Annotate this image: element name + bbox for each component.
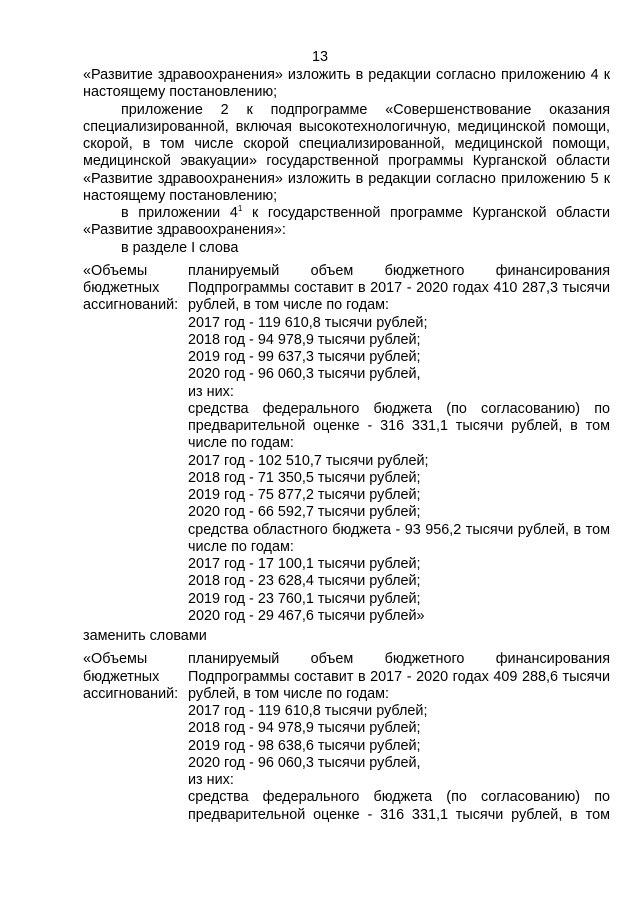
paragraph-intro-1: «Развитие здравоохранения» изложить в редакции согласно приложению 4 к настоящему постановлению;	[83, 67, 610, 101]
paragraph-intro-3	[83, 205, 610, 240]
budget-block-old-content	[188, 263, 610, 625]
label-line: «Объемы	[83, 651, 148, 668]
year-line: 2019 год - 99 637,3 тысячи рублей;	[188, 349, 421, 365]
intro-3-text-b: к государственной программе Курганской области «Развитие здравоохранения»:	[83, 205, 610, 239]
label-line: «Объемы	[83, 262, 148, 279]
of-them-label: из них:	[188, 383, 234, 400]
year-line: 2017 год - 119 610,8 тысячи рублей;	[188, 703, 428, 719]
year-line: 2018 год - 94 978,9 тысячи рублей;	[188, 720, 421, 737]
year-line: 2020 год - 96 060,3 тысячи рублей,	[188, 366, 421, 383]
year-line: 2018 год - 23 628,4 тысячи рублей;	[188, 573, 421, 590]
funding-summary: планируемый объем бюджетного финансирования Подпрограммы составит в 2017 - 2020 годах 409 288,6 тысячи рублей, в том числе по годам:	[188, 651, 610, 702]
label-line: бюджетных	[83, 280, 160, 296]
document-body	[83, 67, 610, 824]
year-line: 2019 год - 75 877,2 тысячи рублей;	[188, 487, 421, 503]
regional-budget-summary: средства областного бюджета - 93 956,2 тысячи рублей, в том числе по годам:	[188, 521, 610, 555]
year-line: 2018 год - 71 350,5 тысячи рублей;	[188, 469, 421, 486]
intro-3-text-a: в приложении 4	[121, 205, 238, 221]
year-line: 2020 год - 29 467,6 тысячи рублей»	[188, 607, 425, 624]
intro-3-superscript: 1	[237, 204, 243, 213]
label-line: бюджетных	[83, 668, 160, 685]
label-line: ассигнований:	[83, 685, 179, 702]
year-line: 2020 год - 66 592,7 тысячи рублей;	[188, 504, 421, 521]
paragraph-intro-2: приложение 2 к подпрограмме «Совершенствование оказания специализированной, включая высокотехнологичную, медицинской помощи, скорой, в том числе скорой специализированной, медицинской помощи, медицинской эвакуации» государственной программы Курганской области «Развитие здравоохранения» изложить в редакции согласно приложению 5 к настоящему постановлению;	[83, 101, 610, 204]
year-line: 2019 год - 98 638,6 тысячи рублей;	[188, 737, 421, 754]
federal-budget-summary: средства федерального бюджета (по согласованию) по предварительной оценке - 316 331,1 тысячи рублей, в том числе по годам:	[188, 400, 610, 452]
federal-budget-summary: средства федерального бюджета (по согласованию) по предварительной оценке - 316 331,1 тысячи рублей, в том	[188, 789, 610, 823]
paragraph-intro-4: в разделе I слова	[121, 239, 239, 256]
year-line: 2019 год - 23 760,1 тысячи рублей;	[188, 590, 421, 607]
budget-block-new	[83, 651, 610, 824]
replace-with-label: заменить словами	[83, 628, 207, 644]
year-line: 2018 год - 94 978,9 тысячи рублей;	[188, 331, 421, 348]
year-line: 2017 год - 102 510,7 тысячи рублей;	[188, 452, 429, 469]
of-them-label: из них:	[188, 772, 234, 788]
label-line: ассигнований:	[83, 297, 179, 314]
page-number: 13	[311, 49, 328, 65]
year-line: 2017 год - 17 100,1 тысячи рублей;	[188, 556, 421, 572]
funding-summary: планируемый объем бюджетного финансирования Подпрограммы составит в 2017 - 2020 годах 410 287,3 тысячи рублей, в том числе по годам:	[188, 262, 610, 314]
year-line: 2017 год - 119 610,8 тысячи рублей;	[188, 314, 428, 331]
budget-block-old-label	[83, 263, 188, 625]
year-line: 2020 год - 96 060,3 тысячи рублей,	[188, 754, 421, 771]
budget-block-old	[83, 263, 610, 625]
budget-block-new-label	[83, 651, 188, 824]
budget-block-new-content	[188, 651, 610, 824]
